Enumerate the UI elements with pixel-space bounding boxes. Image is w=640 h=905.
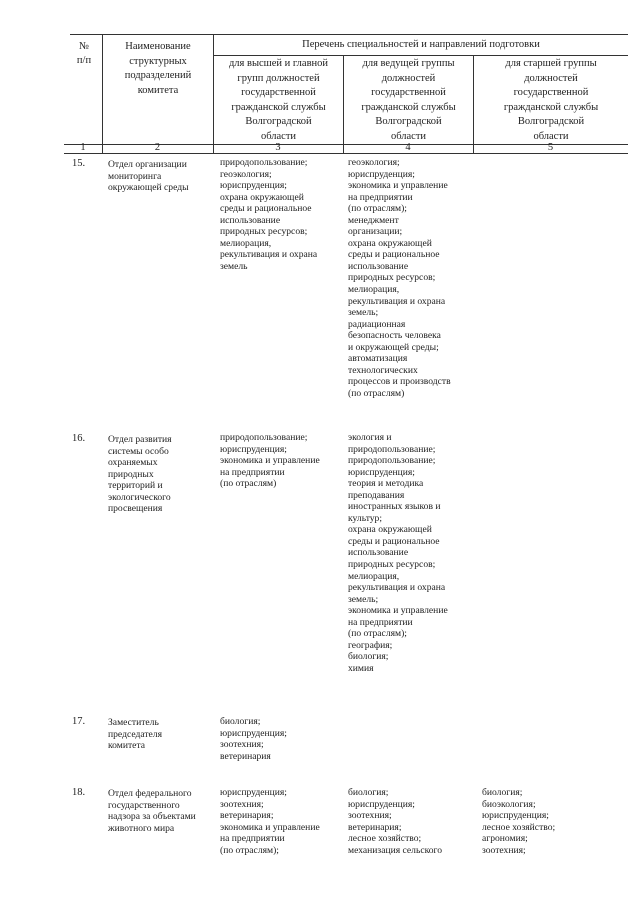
header-leading-group: для ведущей группы должностей государственной гражданской службы Волгоградской области xyxy=(361,58,456,142)
table-top-border xyxy=(70,34,628,35)
header-structural-units: Наименование структурных подразделений комитета xyxy=(124,41,192,96)
row-specialties-senior: биология; юриспруденция; зоотехния; ветеринария xyxy=(220,716,287,762)
column-divider-1 xyxy=(102,34,103,153)
header-specialties-list: Перечень специальностей и направлений подготовки xyxy=(302,39,540,50)
row-number: 16. xyxy=(72,433,86,444)
row-specialties-leading: геоэкология; юриспруденция; экономика и управление на предприятии (по отраслям); менеджмент организации; охрана окружающей среды и рациональное использование природных ресурсов; мелиорация, рекультивация и охрана земель; радиационная безопасность человека и окружающей среды; автоматизация технологических процессов и производств (по отраслям) xyxy=(348,157,451,399)
row-department: Отдел развития системы особо охраняемых природных территорий и экологического просвещения xyxy=(108,434,172,515)
column-number-5: 5 xyxy=(547,142,554,153)
row-number: 17. xyxy=(72,716,86,727)
row-department: Заместитель председателя комитета xyxy=(108,717,162,752)
row-number: 18. xyxy=(72,787,86,798)
column-number-3: 3 xyxy=(275,142,281,153)
row-specialties-leading: биология; юриспруденция; зоотехния; ветеринария; лесное хозяйство; механизация сельского xyxy=(348,787,443,856)
column-number-4: 4 xyxy=(405,142,411,153)
header-older-group: для старшей группы должностей государственной гражданской службы Волгоградской области xyxy=(503,58,599,142)
header-senior-groups: для высшей и главной групп должностей государственной гражданской службы Волгоградской области xyxy=(228,58,329,142)
row-department: Отдел федерального государственного надзора за объектами животного мира xyxy=(108,788,196,834)
row-department: Отдел организации мониторинга окружающей среды xyxy=(108,159,189,194)
row-specialties-senior: юриспруденция; зоотехния; ветеринария; экономика и управление на предприятии (по отраслям); xyxy=(220,787,320,856)
header-number: № п/п xyxy=(76,41,92,66)
subheader-rule xyxy=(213,55,628,56)
row-specialties-senior: природопользование; геоэкология; юриспруденция; охрана окружающей среды и рациональное использование природных ресурсов; мелиорация, рекультивация и охрана земель xyxy=(220,157,318,272)
column-number-2: 2 xyxy=(154,142,161,153)
row-specialties-senior: природопользование; юриспруденция; экономика и управление на предприятии (по отраслям) xyxy=(220,432,320,490)
row-specialties-leading: экология и природопользование; природопользование; юриспруденция; теория и методика преподавания иностранных языков и культур; охрана окружающей среды и рациональное использование природных ресурсов; мелиорация, рекультивация и охрана земель; экономика и управление на предприятии (по отраслям); география; биология; химия xyxy=(348,432,448,674)
row-number: 15. xyxy=(72,158,86,169)
column-number-1: 1 xyxy=(80,142,86,153)
row-specialties-older: биология; биоэкология; юриспруденция; лесное хозяйство; агрономия; зоотехния; xyxy=(482,787,556,856)
